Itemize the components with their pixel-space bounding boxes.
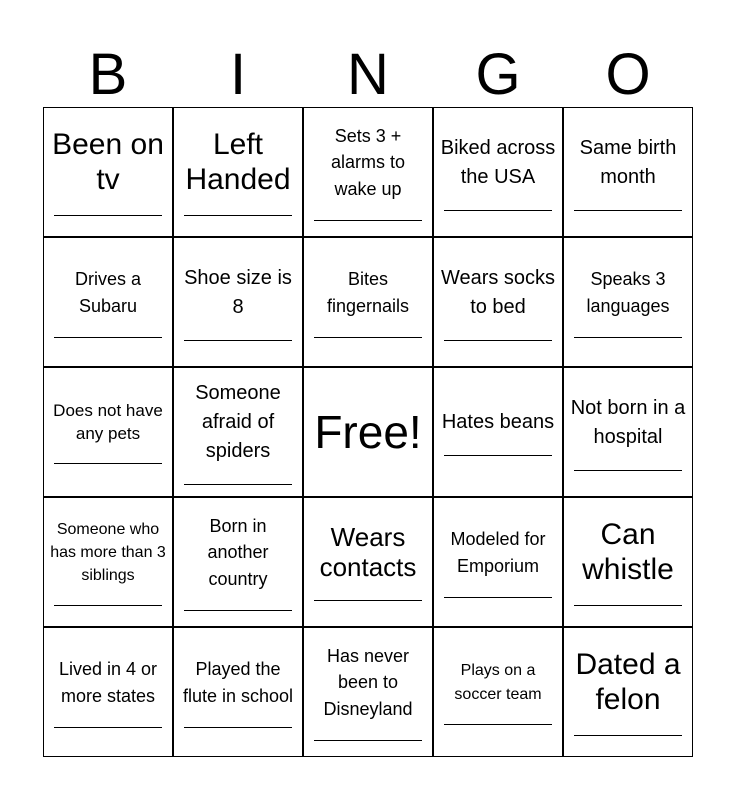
cell-text: Speaks 3 languages [586, 269, 670, 316]
free-space[interactable] [303, 367, 433, 497]
bingo-cell[interactable] [303, 627, 433, 757]
signature-line [444, 441, 552, 456]
cell-text: Hates beans [441, 411, 555, 433]
cell-text: Left Handed [185, 128, 291, 196]
cell-text: Shoe size is 8 [184, 266, 292, 318]
bingo-cell[interactable] [173, 237, 303, 367]
signature-line [314, 726, 422, 741]
signature-line [574, 456, 682, 471]
cell-text: Played the flute in school [182, 659, 294, 706]
bingo-cell[interactable] [43, 497, 173, 627]
header-letter-o: O [605, 42, 651, 107]
bingo-cell[interactable] [43, 627, 173, 757]
signature-line [54, 201, 162, 216]
cell-text: Not born in a hospital [570, 396, 686, 448]
cell-text: Same birth month [579, 136, 677, 188]
bingo-cell[interactable] [173, 627, 303, 757]
signature-line [54, 713, 162, 728]
bingo-cell[interactable] [563, 497, 693, 627]
header-letter-b: B [88, 42, 128, 107]
bingo-cell[interactable] [43, 367, 173, 497]
cell-text: Wears socks to bed [440, 266, 556, 318]
bingo-cell[interactable] [433, 107, 563, 237]
header-letter-g: G [475, 42, 521, 107]
bingo-grid [43, 107, 693, 757]
signature-line [314, 323, 422, 338]
signature-line [574, 721, 682, 736]
signature-line [444, 583, 552, 598]
bingo-cell[interactable] [173, 367, 303, 497]
signature-line [184, 470, 292, 485]
signature-line [184, 713, 292, 728]
header-letter-n: N [347, 42, 389, 107]
header-letter-i: I [229, 42, 247, 107]
bingo-cell[interactable] [303, 497, 433, 627]
cell-text: Sets 3 + alarms to wake up [330, 126, 406, 199]
signature-line [54, 323, 162, 338]
bingo-cell[interactable] [43, 237, 173, 367]
bingo-cell[interactable] [433, 237, 563, 367]
cell-text: Wears contacts [319, 521, 417, 582]
signature-line [444, 710, 552, 725]
signature-line [314, 206, 422, 221]
signature-line [184, 201, 292, 216]
bingo-cell[interactable] [303, 237, 433, 367]
bingo-cell[interactable] [563, 107, 693, 237]
cell-text: Does not have any pets [53, 400, 163, 443]
bingo-cell[interactable] [563, 237, 693, 367]
cell-text: Born in another country [207, 516, 269, 589]
cell-text: Dated a felon [575, 648, 681, 716]
free-text: Free! [314, 405, 422, 458]
cell-text: Lived in 4 or more states [58, 659, 158, 706]
bingo-cell[interactable] [173, 497, 303, 627]
signature-line [574, 591, 682, 606]
signature-line [54, 449, 162, 464]
signature-line [184, 596, 292, 611]
cell-text: Can whistle [582, 518, 674, 586]
cell-text: Bites fingernails [326, 269, 410, 316]
cell-text: Has never been to Disneyland [323, 646, 413, 719]
bingo-cell[interactable] [563, 627, 693, 757]
signature-line [54, 591, 162, 606]
signature-line [314, 586, 422, 601]
bingo-cell[interactable] [43, 107, 173, 237]
cell-text: Plays on a soccer team [454, 662, 542, 703]
signature-line [444, 326, 552, 341]
bingo-cell[interactable] [303, 107, 433, 237]
bingo-header [43, 42, 693, 108]
bingo-cell[interactable] [433, 627, 563, 757]
bingo-cell[interactable] [173, 107, 303, 237]
cell-text: Biked across the USA [440, 136, 556, 188]
signature-line [574, 323, 682, 338]
signature-line [184, 326, 292, 341]
bingo-cell[interactable] [433, 367, 563, 497]
signature-line [574, 196, 682, 211]
cell-text: Someone afraid of spiders [195, 382, 281, 462]
bingo-cell[interactable] [433, 497, 563, 627]
signature-line [444, 196, 552, 211]
cell-text: Modeled for Emporium [450, 529, 546, 576]
cell-text: Drives a Subaru [74, 269, 141, 316]
cell-text: Someone who has more than 3 siblings [50, 520, 166, 585]
bingo-cell[interactable] [563, 367, 693, 497]
cell-text: Been on tv [52, 128, 164, 196]
